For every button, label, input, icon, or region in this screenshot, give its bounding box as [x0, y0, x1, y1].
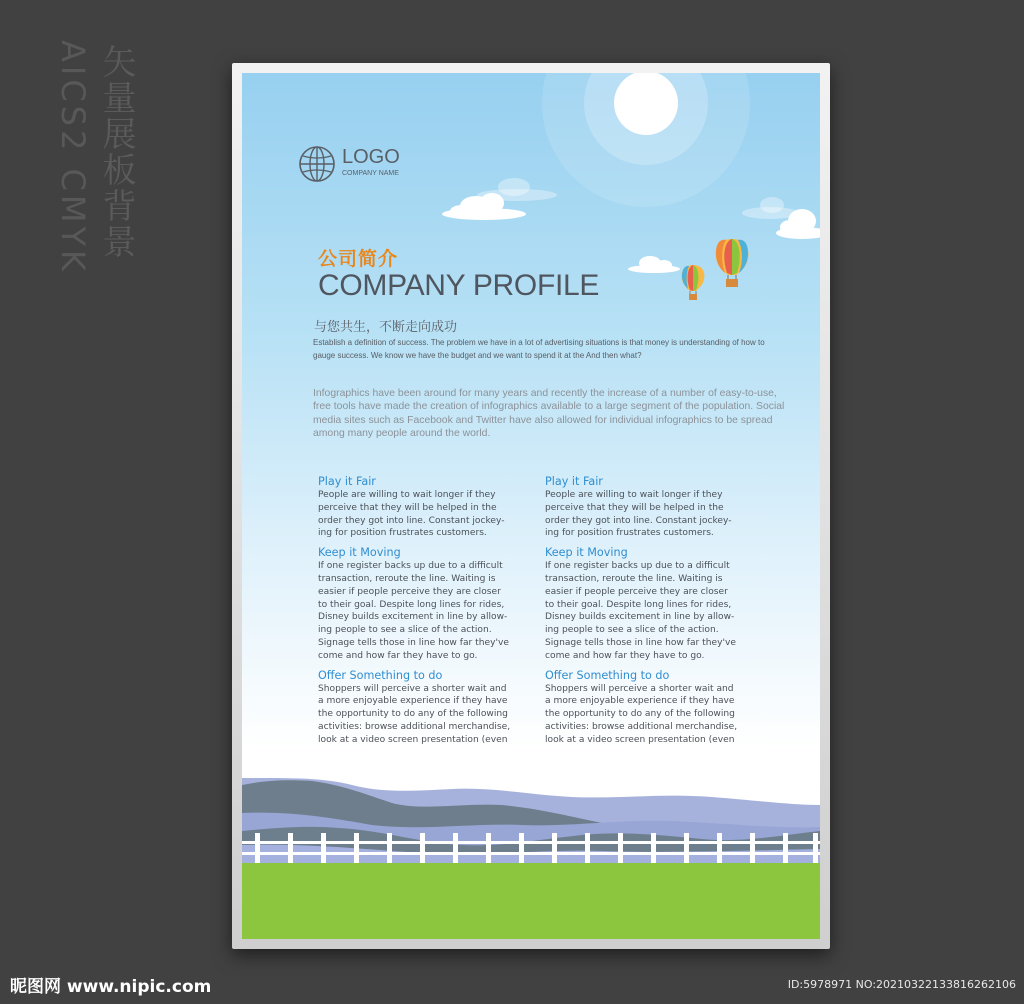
- cloud-far-icon: [742, 197, 798, 219]
- poster: [242, 73, 820, 939]
- logo-company-name: COMPANY NAME: [342, 170, 399, 177]
- section-body: If one register backs up due to a difficult transaction, reroute the line. Waiting is easier if people perceive they are closer to their goal. Despite long lines for rides, Disney builds excitement in line by allow- ing people to see a slice of the action. Signage tells those in line how far they've come and how far they have to go.: [545, 561, 736, 661]
- page-title: COMPANY PROFILE: [318, 269, 600, 302]
- logo-text: LOGO: [342, 146, 400, 168]
- chinese-title: 公司简介: [318, 248, 399, 270]
- section-body: People are willing to wait longer if they perceive that they will be helped in the order they got into line. Constant jockey- ing for position frustrates customers.: [545, 490, 732, 539]
- cloud-small-icon: [628, 256, 680, 273]
- intro-paragraph-1: Establish a definition of success. The problem we have in a lot of advertising situations is that money is understanding of how to gauge success. We know we have the budget and we want to spend it at the And then what?: [313, 338, 765, 360]
- watermark-id: ID:5978971 NO:20210322133816262106: [787, 978, 1016, 991]
- hot-air-balloon-small-icon: [682, 265, 705, 300]
- section-heading: Keep it Moving: [318, 546, 401, 560]
- cloud-faint-icon: [477, 178, 557, 201]
- right-column: [545, 475, 757, 753]
- section-heading: Play it Fair: [545, 475, 603, 488]
- side-label-chinese: 矢量展板背景: [96, 44, 136, 260]
- section-body: If one register backs up due to a difficult transaction, reroute the line. Waiting is easier if people perceive they are closer to their goal. Despite long lines for rides, Disney builds excitement in line by allow- ing people to see a slice of the action. Signage tells those in line how far they've come and how far they have to go.: [318, 561, 509, 661]
- globe-icon: [298, 145, 336, 183]
- side-label-english: AICS2 CMYK: [54, 40, 92, 275]
- watermark-site: 昵图网 www.nipic.com: [10, 977, 212, 997]
- intro-paragraph-2: Infographics have been around for many years and recently the increase of a number of easy-to-use, free tools have made the creation of infographics available to a large segment of the population. Social media sites such as Facebook and Twitter have also allowed for individual infographics to be spread among many people around the world.: [313, 388, 785, 439]
- hot-air-balloon-icon: [716, 239, 749, 287]
- section-heading: Offer Something to do: [545, 668, 670, 682]
- grass-field: [242, 863, 820, 939]
- section-heading: Keep it Moving: [545, 546, 628, 560]
- section-body: Shoppers will perceive a shorter wait and a more enjoyable experience if they have the opportunity to do any of the following activities: browse additional merchandise, look at a video screen presentation (even: [545, 683, 738, 745]
- left-column: [318, 475, 530, 753]
- section-heading: Play it Fair: [318, 475, 376, 488]
- section-body: People are willing to wait longer if they perceive that they will be helped in the order they got into line. Constant jockey- ing for position frustrates customers.: [318, 490, 505, 539]
- slogan: 与您共生，不断走向成功: [314, 320, 458, 335]
- section-heading: Offer Something to do: [318, 668, 443, 682]
- sun-icon: [614, 73, 678, 135]
- section-body: Shoppers will perceive a shorter wait and a more enjoyable experience if they have the opportunity to do any of the following activities: browse additional merchandise, look at a video screen presentation (even: [318, 683, 511, 745]
